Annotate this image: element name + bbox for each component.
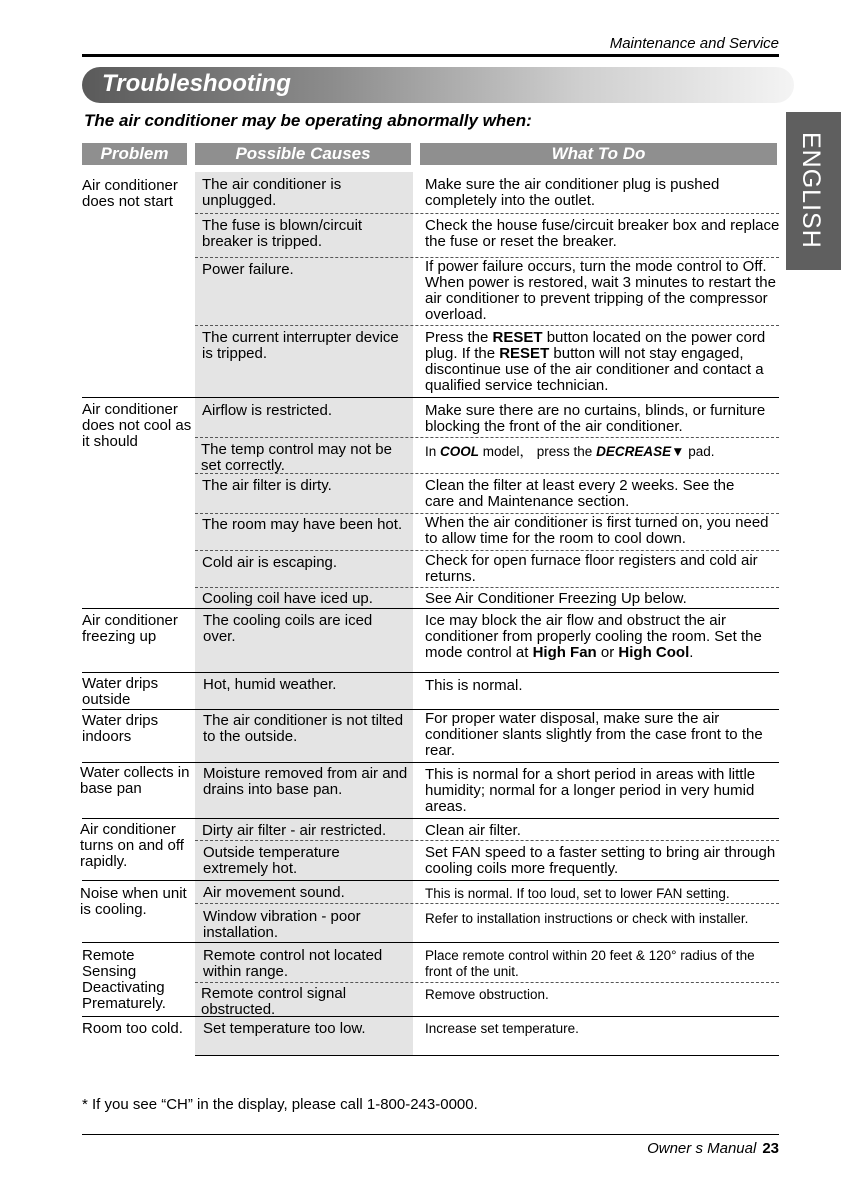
header-problem: Problem bbox=[82, 143, 187, 165]
cause-cell: Outside temperature extremely hot. bbox=[203, 844, 340, 877]
row-divider bbox=[82, 608, 779, 609]
problem-cell: Air conditioner freezing up bbox=[82, 612, 178, 645]
cause-cell: Set temperature too low. bbox=[203, 1020, 366, 1037]
row-divider bbox=[195, 1055, 779, 1056]
problem-cell: Water drips outside bbox=[82, 675, 159, 708]
action-cell: If power failure occurs, turn the mode control to Off. When power is restored, wait 3 minutes to restart the air conditioner to prevent tripping of the compressor overload. bbox=[425, 258, 776, 323]
cause-cell: Cold air is escaping. bbox=[202, 554, 338, 571]
problem-cell: Room too cold. bbox=[82, 1020, 183, 1037]
action-cell: Clean the filter at least every 2 weeks. See the care and Maintenance section. bbox=[425, 477, 735, 510]
row-divider bbox=[82, 672, 779, 673]
cause-cell: The air filter is dirty. bbox=[202, 477, 332, 494]
page-number: 23 bbox=[762, 1140, 779, 1157]
footer bbox=[647, 1140, 779, 1157]
row-divider bbox=[82, 762, 779, 763]
subrow-divider bbox=[195, 325, 779, 326]
action-cell: Make sure there are no curtains, blinds, or furniture blocking the front of the air conditioner. bbox=[425, 402, 766, 435]
problem-cell: Air conditioner turns on and off rapidly. bbox=[80, 821, 184, 870]
cause-cell: The air conditioner is unplugged. bbox=[202, 176, 342, 209]
row-divider bbox=[82, 1016, 779, 1017]
action-cell: See Air Conditioner Freezing Up below. bbox=[425, 590, 687, 607]
action-cell: This is normal for a short period in areas with little humidity; normal for a longer period in very humid areas. bbox=[425, 766, 756, 815]
subrow-divider bbox=[195, 587, 779, 588]
action-cell: Check for open furnace floor registers and cold air returns. bbox=[425, 552, 758, 585]
cause-cell: Airflow is restricted. bbox=[202, 402, 333, 419]
subtitle: The air conditioner may be operating abnormally when: bbox=[84, 111, 532, 130]
action-cell: When the air conditioner is first turned on, you need to allow time for the room to cool down. bbox=[425, 514, 769, 547]
problem-cell: Noise when unit is cooling. bbox=[80, 885, 187, 918]
cause-cell: The room may have been hot. bbox=[202, 516, 403, 533]
action-cell: Clean air filter. bbox=[425, 822, 521, 839]
action-cell: Press the RESET button located on the power cord plug. If the RESET button will not stay engaged, discontinue use of the air conditioner and contact a qualified service technician. bbox=[425, 329, 766, 394]
footnote: * If you see “CH” in the display, please call 1-800-243-0000. bbox=[82, 1096, 478, 1113]
action-cell: Refer to installation instructions or check with installer. bbox=[425, 911, 749, 926]
action-cell: In COOL model， press the DECREASE▼ pad. bbox=[425, 444, 715, 459]
cause-cell: The current interrupter device is tripped. bbox=[202, 329, 399, 362]
action-cell: Set FAN speed to a faster setting to bring air through cooling coils more frequently. bbox=[425, 844, 776, 877]
problem-cell: Air conditioner does not start bbox=[82, 177, 178, 210]
manual-label: Owner s Manual bbox=[647, 1140, 757, 1157]
language-label: ENGLISH bbox=[797, 132, 825, 249]
cause-cell: Power failure. bbox=[202, 261, 294, 278]
action-cell: For proper water disposal, make sure the air conditioner slants slightly from the case front to the rear. bbox=[425, 710, 763, 759]
action-cell: Ice may block the air flow and obstruct the air conditioner from properly cooling the room. Set the mode control at High Fan or High Cool. bbox=[425, 612, 762, 661]
subrow-divider bbox=[195, 437, 779, 438]
action-cell: Remove obstruction. bbox=[425, 987, 549, 1002]
page-title: Troubleshooting bbox=[102, 70, 291, 97]
action-cell: Place remote control within 20 feet & 120° radius of the front of the unit. bbox=[425, 948, 755, 979]
cause-cell: Air movement sound. bbox=[203, 884, 345, 901]
cause-cell: Moisture removed from air and drains into base pan. bbox=[203, 765, 408, 798]
cause-cell: Window vibration - poor installation. bbox=[203, 908, 361, 941]
row-divider bbox=[82, 397, 779, 398]
action-cell: Make sure the air conditioner plug is pushed completely into the outlet. bbox=[425, 176, 720, 209]
cause-cell: Hot, humid weather. bbox=[203, 676, 337, 693]
problem-cell: Water drips indoors bbox=[82, 712, 159, 745]
footer-rule bbox=[82, 1134, 779, 1135]
header-causes: Possible Causes bbox=[195, 143, 411, 165]
cause-cell: Cooling coil have iced up. bbox=[202, 590, 373, 607]
cause-cell: The cooling coils are iced over. bbox=[203, 612, 373, 645]
cause-cell: Remote control not located within range. bbox=[203, 947, 383, 980]
cause-cell: The fuse is blown/circuit breaker is tripped. bbox=[202, 217, 363, 250]
subrow-divider bbox=[195, 903, 779, 904]
problem-cell: Remote Sensing Deactivating Prematurely. bbox=[82, 947, 166, 1012]
row-divider bbox=[82, 942, 779, 943]
problem-cell: Air conditioner does not cool as it should bbox=[82, 401, 192, 450]
subrow-divider bbox=[195, 550, 779, 551]
header-rule bbox=[82, 54, 779, 57]
action-cell: Check the house fuse/circuit breaker box and replace the fuse or reset the breaker. bbox=[425, 217, 780, 250]
row-divider bbox=[82, 818, 779, 819]
cause-cell: Remote control signal obstructed. bbox=[201, 985, 347, 1018]
section-header: Maintenance and Service bbox=[609, 35, 779, 52]
language-tab bbox=[786, 112, 841, 270]
title-banner bbox=[82, 67, 794, 103]
action-cell: This is normal. If too loud, set to lower FAN setting. bbox=[425, 886, 730, 901]
subrow-divider bbox=[195, 213, 779, 214]
action-cell: This is normal. bbox=[425, 677, 523, 694]
cause-cell: Dirty air filter - air restricted. bbox=[202, 822, 387, 839]
subrow-divider bbox=[195, 982, 779, 983]
row-divider bbox=[82, 880, 779, 881]
subrow-divider bbox=[195, 840, 779, 841]
problem-cell: Water collects in base pan bbox=[80, 764, 190, 797]
header-action: What To Do bbox=[420, 143, 777, 165]
cause-cell: The air conditioner is not tilted to the outside. bbox=[203, 712, 404, 745]
action-cell: Increase set temperature. bbox=[425, 1021, 579, 1036]
cause-cell: The temp control may not be set correctly. bbox=[201, 441, 392, 474]
